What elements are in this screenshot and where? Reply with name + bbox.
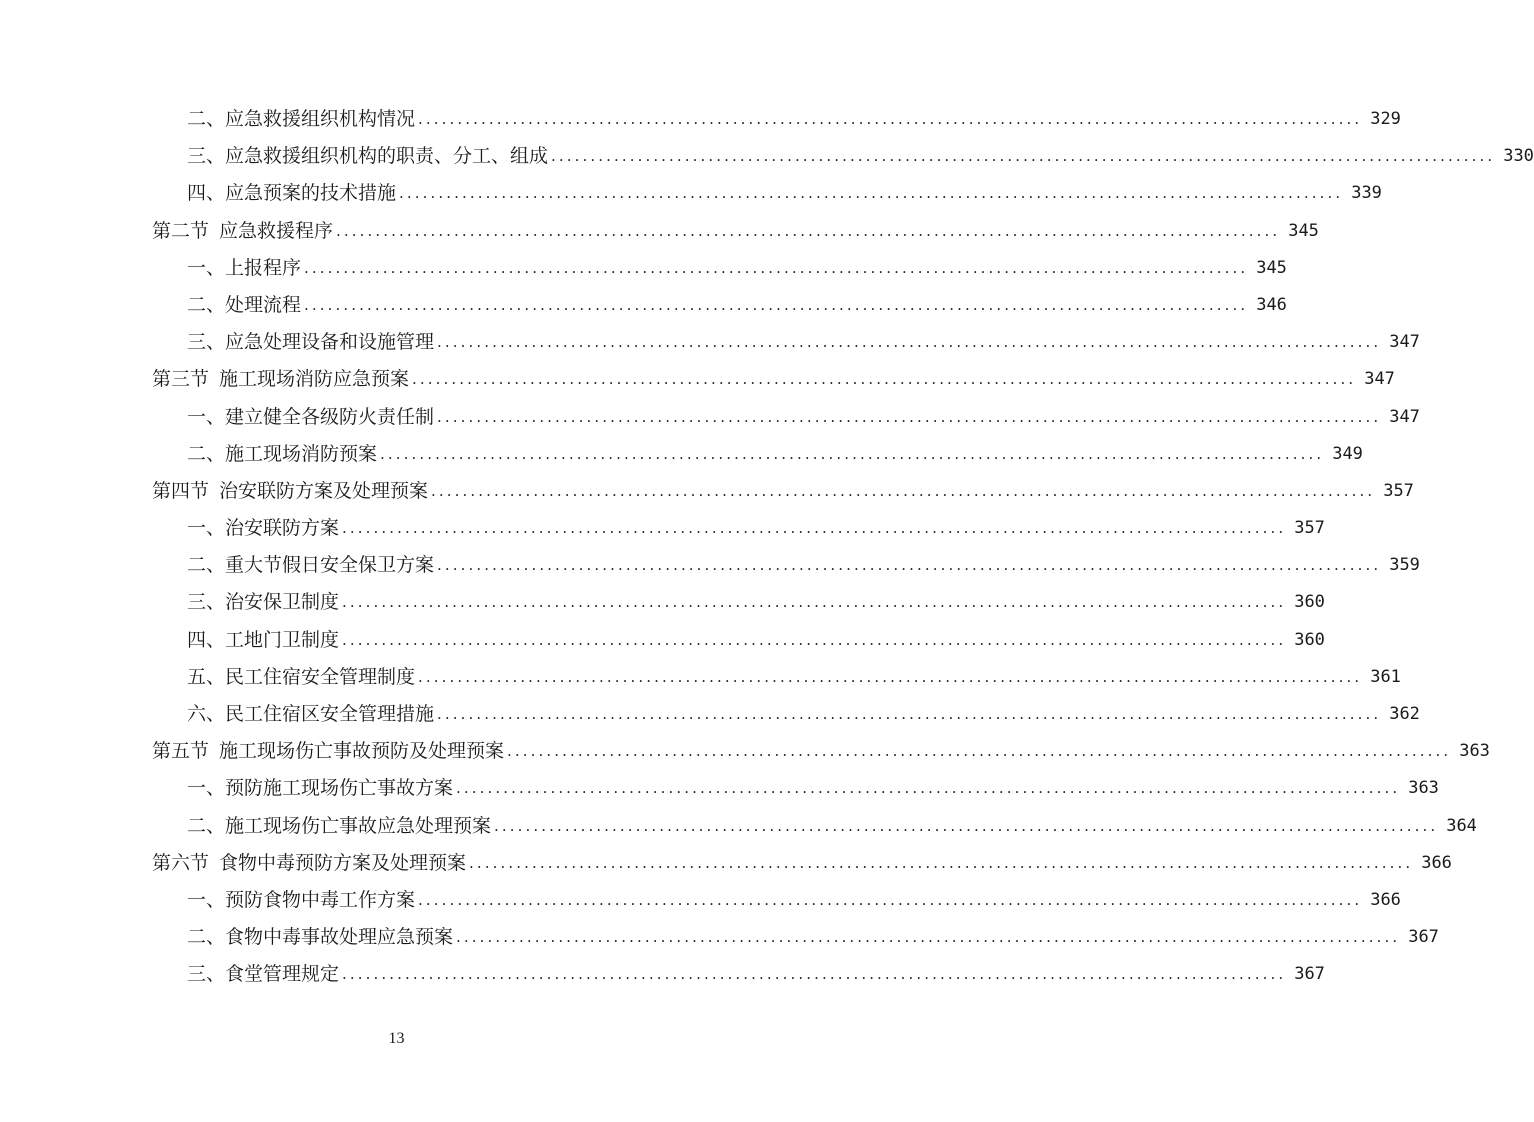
toc-page-number: 345 xyxy=(1288,220,1319,241)
toc-entry-heading xyxy=(187,250,301,287)
toc-entry-number: 一、 xyxy=(187,777,226,800)
toc-entry-number: 五、 xyxy=(187,665,226,688)
toc-entry-title: 食堂管理规定 xyxy=(225,963,340,986)
toc-entry-number: 第二节 xyxy=(152,219,210,242)
toc-section-entry[interactable] xyxy=(0,733,1490,770)
toc-entry-number: 四、 xyxy=(187,628,226,651)
toc-section-entry[interactable] xyxy=(0,845,1452,882)
toc-entry-title: 施工现场伤亡事故预防及处理预案 xyxy=(219,740,505,763)
toc-dot-leader: ........................................................................................................................ xyxy=(412,370,1357,389)
toc-entry-heading xyxy=(187,547,434,584)
toc-subsection-entry[interactable] xyxy=(0,696,1420,733)
toc-dot-leader: ........................................................................................................................ xyxy=(551,147,1496,166)
toc-entry-title: 治安联防方案 xyxy=(225,517,340,540)
toc-entry-heading xyxy=(187,138,548,175)
toc-dot-leader: ........................................................................................................................ xyxy=(418,110,1363,128)
toc-page-number: 347 xyxy=(1364,369,1395,390)
toc-subsection-entry[interactable] xyxy=(0,510,1325,547)
toc-subsection-entry[interactable] xyxy=(0,659,1401,696)
toc-entry-number: 二、 xyxy=(187,293,226,316)
toc-dot-leader: ........................................................................................................................ xyxy=(431,481,1376,500)
toc-entry-number: 二、 xyxy=(187,814,226,837)
toc-dot-leader: ........................................................................................................................ xyxy=(380,444,1325,463)
toc-section-entry[interactable] xyxy=(0,361,1395,398)
toc-dot-leader: ........................................................................................................................ xyxy=(456,928,1401,947)
toc-entry-heading xyxy=(152,733,504,770)
toc-dot-leader: ........................................................................................................................ xyxy=(342,630,1287,649)
toc-dot-leader: ........................................................................................................................ xyxy=(456,779,1401,798)
toc-entry-number: 第四节 xyxy=(152,479,210,502)
toc-page-number: 367 xyxy=(1408,927,1439,948)
toc-section-entry[interactable] xyxy=(0,473,1414,510)
toc-entry-number: 一、 xyxy=(187,888,226,911)
toc-dot-leader: ........................................................................................................................ xyxy=(437,333,1382,352)
toc-subsection-entry[interactable] xyxy=(0,770,1439,807)
toc-page-number: 329 xyxy=(1370,109,1401,129)
toc-dot-leader: ........................................................................................................................ xyxy=(342,519,1287,538)
toc-subsection-entry[interactable] xyxy=(0,399,1420,436)
toc-entry-number: 三、 xyxy=(187,591,226,614)
toc-entry-number: 一、 xyxy=(187,517,226,540)
toc-entry-heading xyxy=(187,324,434,361)
toc-subsection-entry[interactable] xyxy=(0,584,1325,621)
toc-dot-leader: ........................................................................................................................ xyxy=(507,742,1452,761)
toc-dot-leader: ........................................................................................................................ xyxy=(304,295,1249,314)
toc-entry-heading xyxy=(187,956,339,993)
toc-page-number: 366 xyxy=(1370,889,1401,910)
toc-entry-title: 施工现场伤亡事故应急处理预案 xyxy=(225,814,492,837)
toc-entry-title: 上报程序 xyxy=(225,256,302,279)
toc-dot-leader: ........................................................................................................................ xyxy=(418,667,1363,686)
toc-dot-leader: ........................................................................................................................ xyxy=(437,705,1382,723)
toc-entry-title: 建立健全各级防火责任制 xyxy=(225,405,435,428)
toc-dot-leader: ........................................................................................................................ xyxy=(418,890,1363,909)
toc-entry-title: 工地门卫制度 xyxy=(225,628,340,651)
toc-entry-heading xyxy=(187,399,434,436)
toc-subsection-entry[interactable] xyxy=(0,808,1477,845)
toc-entry-number: 二、 xyxy=(187,926,226,949)
toc-entry-number: 三、 xyxy=(187,963,226,986)
toc-entry-title: 应急救援组织机构情况 xyxy=(225,108,416,130)
toc-entry-title: 处理流程 xyxy=(225,293,302,316)
toc-dot-leader: ........................................................................................................................ xyxy=(437,407,1382,426)
toc-entry-heading xyxy=(187,510,339,547)
toc-page-number: 360 xyxy=(1294,592,1325,613)
toc-entry-title: 预防食物中毒工作方案 xyxy=(225,888,416,911)
toc-entry-title: 民工住宿区安全管理措施 xyxy=(225,703,435,725)
toc-subsection-entry[interactable] xyxy=(0,250,1287,287)
toc-entry-title: 预防施工现场伤亡事故方案 xyxy=(225,777,454,800)
toc-page-number: 339 xyxy=(1351,183,1382,204)
toc-entry-number: 二、 xyxy=(187,554,226,577)
toc-dot-leader: ........................................................................................................................ xyxy=(469,853,1414,872)
toc-entry-number: 四、 xyxy=(187,182,226,205)
toc-entry-heading xyxy=(187,659,415,696)
toc-page-number: 361 xyxy=(1370,666,1401,687)
toc-entry-heading xyxy=(187,919,453,956)
toc-subsection-entry[interactable] xyxy=(0,547,1420,584)
toc-entry-title: 食物中毒预防方案及处理预案 xyxy=(219,851,467,874)
toc-entry-heading xyxy=(152,845,466,882)
toc-page-number: 363 xyxy=(1459,741,1490,762)
toc-page-number: 347 xyxy=(1389,406,1420,427)
toc-page-number: 345 xyxy=(1256,257,1287,278)
toc-subsection-entry[interactable] xyxy=(0,956,1325,993)
toc-page-number: 330 xyxy=(1503,146,1534,167)
toc-subsection-entry[interactable] xyxy=(0,882,1401,919)
toc-entry-heading xyxy=(187,287,301,324)
toc-entry-number: 一、 xyxy=(187,256,226,279)
toc-subsection-entry[interactable] xyxy=(0,287,1287,324)
toc-subsection-entry[interactable] xyxy=(0,138,1534,175)
toc-entry-heading xyxy=(187,808,491,845)
toc-page-number: 346 xyxy=(1256,294,1287,315)
toc-page-number: 360 xyxy=(1294,629,1325,650)
toc-entry-heading xyxy=(187,622,339,659)
table-of-contents xyxy=(0,101,1534,994)
toc-page-number: 359 xyxy=(1389,555,1420,576)
toc-entry-title: 施工现场消防预案 xyxy=(225,442,378,465)
toc-entry-title: 治安保卫制度 xyxy=(225,591,340,614)
toc-subsection-entry[interactable] xyxy=(0,175,1382,212)
toc-dot-leader: ........................................................................................................................ xyxy=(342,593,1287,612)
toc-entry-title: 食物中毒事故处理应急预案 xyxy=(225,926,454,949)
toc-entry-number: 二、 xyxy=(187,108,226,130)
toc-subsection-entry[interactable] xyxy=(0,436,1363,473)
toc-entry-title: 应急处理设备和设施管理 xyxy=(225,331,435,354)
toc-entry-number: 第六节 xyxy=(152,851,210,874)
toc-subsection-entry[interactable] xyxy=(0,622,1325,659)
toc-entry-number: 一、 xyxy=(187,405,226,428)
toc-dot-leader: ........................................................................................................................ xyxy=(336,221,1281,240)
toc-entry-heading xyxy=(152,473,428,510)
toc-dot-leader: ........................................................................................................................ xyxy=(304,258,1249,277)
toc-page-number: 347 xyxy=(1389,332,1420,353)
toc-entry-heading xyxy=(152,213,333,250)
toc-entry-title: 重大节假日安全保卫方案 xyxy=(225,554,435,577)
toc-page-number: 362 xyxy=(1389,704,1420,724)
toc-page-number: 349 xyxy=(1332,443,1363,464)
toc-page-number: 367 xyxy=(1294,964,1325,985)
toc-subsection-entry[interactable] xyxy=(0,101,1401,138)
toc-page-number: 364 xyxy=(1446,815,1477,836)
toc-entry-title: 应急预案的技术措施 xyxy=(225,182,397,205)
toc-entry-number: 六、 xyxy=(187,703,226,725)
toc-dot-leader: ........................................................................................................................ xyxy=(494,816,1439,835)
toc-dot-leader: ........................................................................................................................ xyxy=(437,556,1382,575)
toc-entry-heading xyxy=(187,770,453,807)
toc-entry-heading xyxy=(187,101,415,138)
toc-page-number: 366 xyxy=(1421,852,1452,873)
toc-dot-leader: ........................................................................................................................ xyxy=(342,965,1287,984)
toc-page-number: 357 xyxy=(1383,480,1414,501)
toc-subsection-entry[interactable] xyxy=(0,324,1420,361)
toc-entry-heading xyxy=(187,436,377,473)
toc-entry-number: 三、 xyxy=(187,331,226,354)
toc-entry-title: 治安联防方案及处理预案 xyxy=(219,479,429,502)
toc-entry-number: 三、 xyxy=(187,145,226,168)
page-number: 13 xyxy=(388,1030,405,1047)
toc-entry-number: 第三节 xyxy=(152,368,210,391)
toc-entry-title: 施工现场消防应急预案 xyxy=(219,368,410,391)
toc-entry-title: 应急救援程序 xyxy=(219,219,334,242)
toc-entry-heading xyxy=(187,882,415,919)
toc-page-number: 363 xyxy=(1408,778,1439,799)
toc-section-entry[interactable] xyxy=(0,213,1319,250)
toc-subsection-entry[interactable] xyxy=(0,919,1439,956)
toc-entry-title: 应急救援组织机构的职责、分工、组成 xyxy=(225,145,549,168)
toc-entry-number: 二、 xyxy=(187,442,226,465)
toc-page-number: 357 xyxy=(1294,518,1325,539)
toc-dot-leader: ........................................................................................................................ xyxy=(399,184,1344,203)
toc-entry-heading xyxy=(152,361,409,398)
toc-entry-heading xyxy=(187,175,396,212)
toc-entry-number: 第五节 xyxy=(152,740,210,763)
toc-entry-title: 民工住宿安全管理制度 xyxy=(225,665,416,688)
toc-entry-heading xyxy=(187,584,339,621)
toc-entry-heading xyxy=(187,696,434,733)
